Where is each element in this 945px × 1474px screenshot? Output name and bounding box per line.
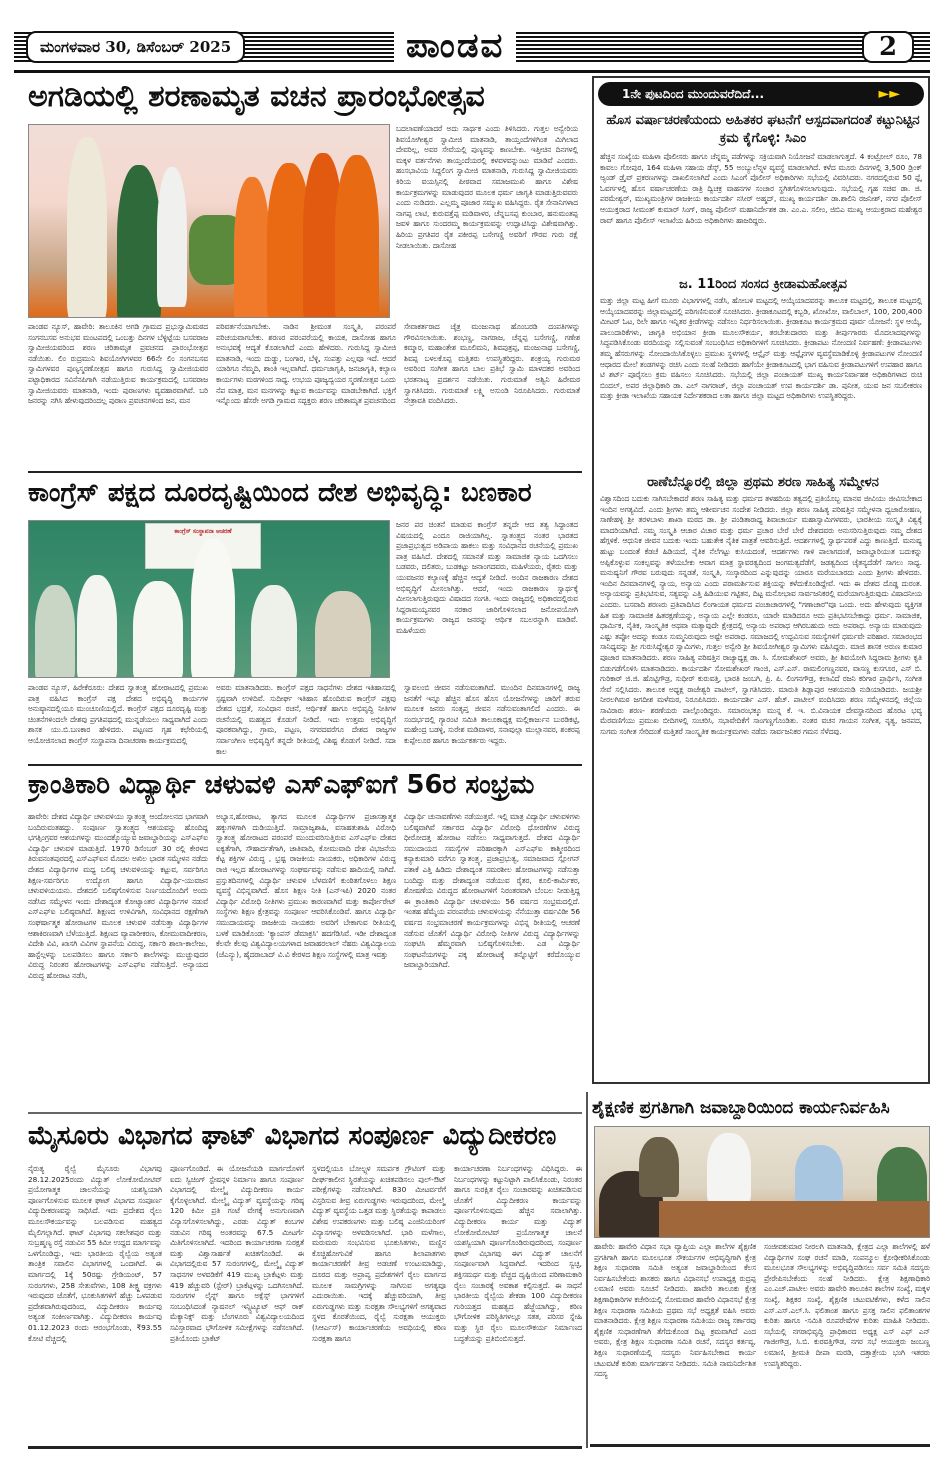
article-3-column-2: ಅಭ್ಯಾಸ,ಹೋರಾಟ, ತ್ಯಾಗದ ಮೂಲಕ ವಿದ್ಯಾರ್ಥಿಗಳ ಪ್ರಜಾಸತ್ತಾತ್ಮಕ ಹಕ್ಕುಗಳಿಗಾಗಿ ದುಡಿಯುತ್ತಿದೆ. ಸಾಮ್ರಾಜ್ಯಶಾಹಿ, ವಸಾಹತುಶಾಹಿ ವಿರೋಧಿ ಸ್ವಾತಂತ್ರ್ಯ ಹೋರಾಟದ ಪರಂಪರೆ ಮುಂದುವರಿಸುತ್ತಿರುವ ಎಸ್ಎಫ್ಐ ದೇಶದ ಐಕ್ಯತೆಗಾಗಿ, ಸೌಹಾರ್ದತೆಗಾಗಿ, ಜಾತಿವಾದಿ, ಕೋಮುವಾದಿ ದೇಶ ವಿಭಜನೆಯ ಕೆಟ್ಟ ಶಕ್ತಿಗಳ ವಿರುದ್ಧ , ಭ್ರಷ್ಟ ರಾಜಕೀಯ ನಾಯಕರು, ಅಧಿಕಾರಿಗಳ ವಿರುದ್ಧ ರಾಜಿ ಇಲ್ಲದ ಹೋರಾಟಗಳನ್ನು ಸಂಘರ್ಷವನ್ನು ನಡೆಸುವ ಹಾದಿಯಲ್ಲಿ ಸಾಗಿದೆ. ಪ್ರಸ್ತುತದಿನಗಳಲ್ಲಿ ವಿದ್ಯಾರ್ಥಿ ಚಳುವಳಿ ಬೆಳವಣಿಗೆ ಕುಂಠಿತಗೊಳಲು ಶಿಕ್ಷಣ ವ್ಯವಸ್ಥೆ ವಿಭಿನ್ನವಾಗಿದೆ. ಹೊಸ ಶಿಕ್ಷಣ ನೀತಿ (ಎನ್ಇಪಿ) 2020 ನಂತರ ವಿದ್ಯಾರ್ಥಿ ವಿರೋಧಿ ನೀತಿಗಳು ಪ್ರಮುಖ ಕಾರಣವಾಗಿವೆ ಮತ್ತು ಕಾರ್ಪೋರೇಟ್ ಸಂಸ್ಥೆಗಳು ಶಿಕ್ಷಣ ಕ್ಷೇತ್ರವನ್ನು ಸಂಪೂರ್ಣ ಆವರಿಸಿಕೊಂಡಿವೆ. ಹಾಗೂ ವಿದ್ಯಾರ್ಥಿ ಸಮುದಾಯವನ್ನು ರಾಜಕೀಯ ನಾಯಕರು ಅವರಿಗೆ ಬೇಕಾಗುವ ರೀತಿಯಲ್ಲಿ ಬಳಕೆ ಮಾಡಿಕೊಂಡು 'ಕ್ಯಾಂಪಸ್ ಡೆಮಾಕ್ರಸಿ' ಹದಗೆಡಿಸಿವೆ. ಇಡೀ ದೇಶಾದ್ಯಂತ ಕೆಲವೇ ಕೆಲವು ವಿಶ್ವವಿದ್ಯಾಲಯಗಳಾದ ಜವಾಹರಲಾಲ್ ನೆಹರು ವಿಶ್ವವಿದ್ಯಾಲಯ (ಜೆಎನ್ಯು), ಹೈದರಾಬಾದ್ ವಿ.ವಿ ಕೇರಳದ ಶಿಕ್ಷಣ ಸಂಸ್ಥೆಗಳಲ್ಲಿ ಮಾತ್ರ ಇವತ್ತು <box>216 812 396 959</box>
sidebar-story-1-body: ಹೆಚ್ಚಿನ ಸಂಖ್ಯೆಯ ಮಹಿಳಾ ಪೊಲೀಸರು ಹಾಗೂ ಚೆನ್ನಮ್ಮ ಪಡೆಗಳನ್ನು ಸಕ್ರಿಯವಾಗಿ ನಿಯೋಜನೆ ಮಾಡಲಾಗುತ್ತದೆ. 4 ಕಂಟ್ರೋಲ್ ರೂಂ, 78 ಕಾವಲು ಗೋಪುರ, 164 ಮಹಿಳಾ ಸಹಾಯ ಡೆಸ್ಕ್, 55 ಅಂಬ್ಯುಲೆನ್ಸ್ಗಳ ವ್ಯವಸ್ಥೆ ಮಾಡಲಾಗಿದೆ. ಕಳೆದ ಮೂರು ದಿನಗಳಲ್ಲಿ 3,500 ಡ್ರಿಂಕ್ ಅ್ಯಂಡ್ ಡ್ರೈವ್ ಪ್ರಕರಣಗಳನ್ನು ದಾಖಲಿಸಲಾಗಿದೆ ಎಂದು ಸಿಎಂಗೆ ಪೊಲೀಸ್ ಅಧಿಕಾರಿಗಳು ಸಭೆಯಲ್ಲಿ ವಿವರಿಸಿದರು. ನಗರದಲ್ಲಿರುವ 50 ಫ್ಲೈ ಓವರ್ಗಳಲ್ಲಿ ಹೊಸ ವರ್ಷಾಚರಣೆಯ ರಾತ್ರಿ ದ್ವಿಚಕ್ರ ವಾಹನಗಳ ಸಂಚಾರ ಸ್ಥಗಿತಗೊಳಿಸಲಾಗುವುದು. ಸಭೆಯಲ್ಲಿ ಗೃಹ ಸಚಿವ ಡಾ. ಜಿ. ಪರಮೇಶ್ವರ್, ಮುಖ್ಯಮಂತ್ರಿಗಳ ರಾಜಕೀಯ ಕಾರ್ಯದರ್ಶಿ ನಸೀರ್ ಅಹ್ಮದ್, ಮುಖ್ಯ ಕಾರ್ಯದರ್ಶಿ ಡಾ.ಶಾಲಿನಿ ರಜನೀಶ್, ನಗರ ಪೊಲೀಸ್ ಆಯುಕ್ತರಾದ ಸೀಮಂತ್ ಕುಮಾರ್ ಸಿಂಗ್, ರಾಜ್ಯ ಪೊಲೀಸ್ ಮಹಾನಿರ್ದೇಶಕ ಡಾ. ಎಂ.ಎ. ಸಲೀಂ, ಜಿಬಿಎ ಮುಖ್ಯ ಆಯುಕ್ತರಾದ ಮಹೇಶ್ವರ ರಾವ್ ಹಾಗೂ ಪೊಲೀಸ್ ಇಲಾಖೆಯ ಹಿರಿಯ ಅಧಿಕಾರಿಗಳು ಹಾಜರಿದ್ದರು. <box>600 152 922 225</box>
column-divider <box>586 1092 588 1448</box>
article-2-photo <box>28 520 390 678</box>
sidebar-story-3-body: ವಿಶ್ವಾಸದಿಂದ ಬದುಕು ಸಾಗಿಸಬೇಕಾದರೆ ಶರಣ ಸಾಹಿತ್ಯ ಮತ್ತು ಧರ್ಮದ ತಳಹದಿಯ ತತ್ವದಲ್ಲಿ ಪ್ರತಿಯೊಬ್ಬ ಮಾನವ ಜೀವಿಯು ಜೀವಿಸಬೇಕಾದ ಇಂದಿನ ಅಗತ್ಯವಿದೆ. ಎಂದು ಶ್ರೀಗಳು ತಮ್ಮ ಆಶೀರ್ವಚನ ಸಂದೇಶ ನೀಡಿದರು. ಜಿಲ್ಲಾ ಶರಣ ಸಾಹಿತ್ಯ ಪರಿಷತ್ತಿನ ಸಮ್ಮೇಳನಾ ಧ್ವಜಾರೋಹಣ, ಸಾಣೇಹಳ್ಳಿ ಶ್ರೀ ತರಳಬಾಳು ಶಾಖಾ ಮಠದ ಡಾ. ಶ್ರೀ ಪಂಡಿತಾರಾಧ್ಯ ಶಿವಾಚಾರ್ಯ ಮಹಾಸ್ವಾಮಿಗಳವರು, ಭಾರತೀಯ ಸಂಸ್ಕೃತಿ ವಿಶ್ವಕ್ಕೆ ಮಾದರಿಯಾಗಿದೆ. ನಮ್ಮ ಸಂಸ್ಕೃತಿ ಆಚಾರ ವಿಚಾರ ಮತ್ತು ಧರ್ಮ ಪ್ರಚಾರ ಬೇರೆ ಬೇರೆ ದೇಶದವರು ಅನುಸರಿಸುತ್ತಿರುವುದು ನಮ್ಮ ದೇಶದ ಹೆಗ್ಗಳಿಕೆ. ಆಧುನಿಕ ಜೀವನ ಬದುಕು ಇಂದು ಬಹುತೇಕ ನೈತಿಕ ಪಾತ್ರತೆ ಆವರಿಸುತ್ತಿದೆ. ಆದರ್ಶಗಳಲ್ಲಿ ಸ್ವಾರ್ಥಪರತೆ ಎದ್ದು ಕಾಣುತ್ತಿದೆ. ಮನುಷ್ಯ ಹುಟ್ಟು ಬಂದಂತೆ ಕೆಡಚೆ ಹಿಡಿಯದೆ, ನೈತಿಕ ನೆಲೆಗಟ್ಟು ಕುಸಿಯದಂತೆ, ಆದರ್ಶಗಳು ಗಾಳಿ ಪಾಲಾಗದಂತೆ, ಜವಾಬ್ದಾರಿಯುತ ಬದುಕನ್ನು ಅಪ್ಪಿಕೊಳ್ಳುವ ಸಂಕಲ್ಪವನ್ನು ತಳೆಯಬೇಕು ಆವಾಗ ಮಾತ್ರ ಸ್ಥಾವರತ್ವದಿಂದ ಜಂಗಮತ್ವದೆಡೆಗೆ, ಜಡತ್ವದಿಂದ ಚೈತನ್ಯದೆಡೆಗೆ ಸಾಗಲು ಸಾಧ್ಯ. ಮನುಷ್ಯನಿಗೆ ಗೌರವ ಬರುವುದು ಸನ್ನಡತೆ, ಸಂಸ್ಕೃತಿ, ಸಂಸ್ಕಾರದಿಂದ ಎನ್ನುವುದನ್ನು ಯಾರೂ ಮರೆಯಬಾರದು ಎಂದು ಶ್ರೀಗಳು ಹೇಳಿದರು. ಇಂದಿನ ದಿನಮಾನಗಳಲ್ಲಿ ನ್ಯಾಯ, ಅನ್ಯಾಯ ಎಂದು ಪರಾಮರ್ಶಿಸುವ ಶಕ್ತಿಯನ್ನು ಕಳೆದುಕೊಂಡಿದ್ದೇವೆ. ಇದು ಈ ದೇಶದ ದೊಡ್ಡ ದುರಂತ. ಅನ್ಯಾಯವನ್ನು ಪ್ರತಿಭಟಿಸುವ, ಸತ್ಯವನ್ನು ಎತ್ತಿ ಹಿಡಿಯುವ ಗಟ್ಟಿತನ, ದಿಟ್ಟ ಮನೋಭಾವ ಸಾರ್ವಜನಿಕರಲ್ಲಿ ಮರೆಯಾಗುತ್ತಿರುವುದು ವಿಷಾದನೀಯ ಎಂದರು. ಬಸವಾದಿ ಶರಣರು ಪ್ರತಿಪಾದಿಸಿದ ಲಿಂಗಾಯತ ಧರ್ಮದ ಪಂಚಾಚಾರಗಳಲ್ಲಿ "ಗಣಾಚಾರ"ವೂ ಒಂದು. ಅದು ಹೇಳುವುದು ವ್ಯಕ್ತಿಗತ ಹಿತ ಮತ್ತು ಸಾಮಾಜಿಕ ಹಿತರಕ್ಷಣೆಯನ್ನು, ಅನ್ಯಾಯ ಎಲ್ಲೇ ಕಂಡರೂ, ಯಾರೇ ಮಾಡಿದರೂ ಅದು ಪ್ರತಿಭಟಿಸಬೇಕಾದ್ದು ಧರ್ಮ. ಸಾಮಾಜಿಕ, ಧಾರ್ಮಿಕ, ನೈತಿಕ, ಸಾಂಸ್ಕೃತಿಕ ಅಥವಾ ಮತ್ಯಾವುದೇ ಕ್ಷೇತ್ರದಲ್ಲಿ ಅನ್ಯಾಯ ಅಪರಾಧ ಆಗಿರಬಹುದು ಅದು ಅಪರಾಧ. ಅನ್ಯಾಯ ಮಾಡುವುದು ಎಷ್ಟು ತಪ್ಪೋ ಅದನ್ನು ಕಂಡೂ ಸುಮ್ಮನಿರುವುದು ಅಷ್ಟೇ ಅಪರಾಧ. ಸಮಾಜದಲ್ಲಿ ಉದ್ಭವಿಸುವ ಸಮಸ್ಯೆಗಳಿಗೆ ಧರ್ಮವೇ ಪರಿಹಾರ. ಸಮಾರಂಭದ ಸಾನಿಧ್ಯವನ್ನು ಶ್ರೀ ಗುರುಸಿದ್ದೇಶ್ವರ ಸ್ವಾಮಿಗಳು, ಗುತ್ತಲ ಅನ್ವೇರಿ ಶ್ರೀ ಶಿವಯೋಗೀಶ್ವರ ಸ್ವಾಮಿಗಳು ವಹಿಸಿದ್ದರು. ಮಾಜಿ ಶಾಸಕ ಅರುಣ ಕುಮಾರ ಪೂಜಾರ ಮಾತನಾಡಿದರು. ಶರಣ ಸಾಹಿತ್ಯ ಪರಿಷತ್ತಿನ ರಾಜ್ಯಾಧ್ಯಕ್ಷ ಡಾ. ಸಿ. ಸೋಮಶೇಖರ್ ಅವರು, ಶ್ರೀ ಶಿವಯೋಗಿ ಸಿದ್ದರಾಮ ಶ್ರೀಗಳು ಕೃತಿ ಬಿಡುಗಡೆಗೊಳಿಸಿ ಮಾತನಾಡಿದರು. ಕಾರ್ಯದರ್ಶಿ ಸೋಮಶೇಖರ್ ಗಾಂಜಿ, ಎಸ್.ಎಸ್. ರಾಮಲಿಂಗಣ್ಣನವರ, ವಾಸಣ್ಣ ಕುಸಗೂರ, ಎಸ್ ಬಿ. ಗುರಿಕಾರ್ ಜಿ.ಜಿ. ಹೊಟ್ಟಿಗೌಡ್ರ, ಸುಧೀರ್ ಕುರುವತ್ತಿ, ಭಾರತಿ ಜಂಬಗಿ, ಪ್ರಿ. ಪಿ. ಲಿಂಗನಗೌಡ್ರ, ಕಲಾವಿದೆ ರಜನಿ ಕರಿಗಾರ ಪ್ರಾರ್ಥಿಸಿ, ಸಂಗೀತ ಸೇವೆ ಸಲ್ಲಿಸಿದರು. ತಾಲೂಕ ಅಧ್ಯಕ್ಷ ರಾಜೇಶ್ವರಿ ಪಾಟೀಲ್, ಸ್ವಾಗತಿಸಿದರು. ಮಾರುತಿ ಶಿಡ್ಲಾಪುರ ಆಶಯನುಡಿ ನುಡಿಯಾಡಿದರು. ಜಯಶ್ರೀ ನೀರಲಗಿಮಠ ಜಗದೀಶ ಮಳೆಮಠ, ನಿರೂಪಿಸಿದರು. ಕಾರ್ಯದರ್ಶಿ ಎಸ್. ಹೆಚ್. ಪಾಟೀಲ್ ವಂದಿಸಿದರು ಶರಣ ಸಮ್ಮೇಳನದಲ್ಲಿ ಜಿಲ್ಲೆಯ ಸಾವಿರಾರು ಶರಣ- ಶರಣೆಯರು ಪಾಲ್ಗೊಂಡಿದ್ದರು. ಸಮಾರಂಭಕ್ಕೂ ಮುನ್ನ ಕೆ. ಇ. ಬಿ.ವಿನಾಯಕ ದೇವಸ್ಥಾನದಿಂದ ಹೊರಟ ಭವ್ಯ ಮೆರವಣಿಗೆಯು ಪ್ರಮುಖ ಬೀದಿಗಳಲ್ಲಿ ಸಂಚರಿಸಿ, ಸಭಾವೇದಿಕೆಗೆ ಸಾಂಗಣ್ಣಗೊಂಡಿತು. ನಂತರ ವಚನ ಗಾಯನ ಸಂಗೀತ, ನೃತ್ಯ, ಜನಪದ, ಸುಗಮ ಸಂಗೀತ ಸೇರಿದಂತೆ ಮತ್ತಿತರೆ ಸಾಂಸ್ಕೃತಿಕ ಕಾರ್ಯಕ್ರಮಗಳು ನಡೆದು ಸಾರ್ವಜನಿಕರ ಗಮನ ಸೆಳೆದವು. <box>600 494 922 737</box>
photo-person <box>639 1137 679 1197</box>
article-5-column-2: ಸಂಜೀವಕುಮಾರ ನೀರಲಗಿ ಮಾತನಾಡಿ, ಕ್ಷೇತ್ರದ ಎಲ್ಲಾ ಶಾಲೆಗಳಲ್ಲಿ ಹಳೆ ವಿದ್ಯಾರ್ಥಿಗಳ ಸಂಘ ರಚನೆ ಮಾಡಿ, ಸಂಪನ್ಮೂಲ ಕ್ರೋಢೀಕರಿಸಿಕೊಂಡು ಮೂಲಭೂತ ಸೌಲಭ್ಯಗಳನ್ನು ಅಭಿವೃದ್ಧಿಪಡಿಸಲು ಸರ್ವ ಸಮಿತಿ ಸದಸ್ಯರು ಪ್ರೇರೇಪಿಸಬೇಕೆಂದು ಸಲಹೆ ನೀಡಿದರು. ಕ್ಷೇತ್ರ ಶಿಕ್ಷಣಾಧಿಕಾರಿ ಎಂ.ಎಚ್.ಪಾಟೀಲ ಅವರು ಹಾವೇರಿ ತಾಲೂಕಿನ ಶಾಲೆಗಳ ಸಂಖ್ಯೆ, ಮಕ್ಕಳ ಸಂಖ್ಯೆ, ಶಿಕ್ಷಕರ ಸಂಖ್ಯೆ, ಶೈಕ್ಷಣಿಕ ಚಟುವಟಿಕೆಗಳು, ಕಳೆದ ಸಾಲಿನ ಎಸ್.ಎಸ್.ಎಲ್.ಸಿ. ಫಲಿತಾಂಶ ಹಾಗೂ ಪ್ರಸಕ್ತ ಸಾಲಿನ ಫಲಿತಾಂಶಗಳ ಕುರಿತು ಹಾಗೂ -ಸಮಿತಿ ರೂಪರೇಷೆಗಳ ಕುರಿತು ಮಾಹಿತಿ ನೀಡಿದರು. ಸಭೆಯಲ್ಲಿ ನಗರಾಭಿವೃದ್ಧಿ ಪ್ರಾಧಿಕಾರದ ಅಧ್ಯಕ್ಷ ಎಸ್ ಎಫ್ ಎನ್ ಗಾಜೀಗೌಡ್ರ, ಸಿ.ಬಿ. ಕುರವತ್ತಿಗೌಡ, ನಗರ ಸಭೆ ಆಯುಕ್ತರು ಜಂಬಣ್ಣ ಲಮಾಣಿ, ಶ್ರೀಮತಿ ದೀಪಾ ಮರಡಿ, ದತ್ತಾತ್ರೇಯ ಭಂಗಿ ಇತರರು ಉಪಸ್ಥಿತರಿದ್ದರು. <box>764 1242 930 1368</box>
sidebar-story-3-headline: ರಾಣೆಬೆನ್ನೂರಲ್ಲಿ ಜಿಲ್ಲಾ ಪ್ರಥಮ ಶರಣ ಸಾಹಿತ್ಯ ಸಮ್ಮೇಳನ <box>647 475 879 490</box>
photo-person <box>335 155 379 318</box>
article-4-column-2: ಪೂರ್ಣಗೊಂಡಿದೆ. ಈ ಯೋಜನೆಯಡಿ ಮಾರ್ಗದೊಳಗೆ ಐದು ಸ್ವಿಚಿಂಗ್ ಸ್ಟೇಷನ್ಗಳ ನಿರ್ಮಾಣ ಹಾಗೂ ಸಂಪೂರ್ಣ ವಿಭಾಗದಲ್ಲಿ ಮೇಲ್ಮೈ ವಿದ್ಯುದೀಕರಣ ಕಾರ್ಯ ಕೈಗೊಳ್ಳಲಾಗಿದೆ. ಮೇಲ್ಮೈ ವಿದ್ಯುತ್ ವ್ಯವಸ್ಥೆಯನ್ನು ಗರಿಷ್ಠ 120 ಕಿಮೀ ಪ್ರತಿ ಗಂಟೆ ವೇಗಕ್ಕೆ ಅನುಗುಣವಾಗಿ ವಿನ್ಯಾಸಗೊಳಿಸಲಾಗಿದ್ದು, ಎರಡು ವಿದ್ಯುತ್ ಕಂಬಗಳ ನಡುವಿನ ಗರಿಷ್ಠ ಅಂತರವನ್ನು 67.5 ಮೀಟರ್ಗೆ ಮಿತಿಗೊಳಿಸಲಾಗಿದೆ. ಇದರಿಂದ ಕಾರ್ಯಾಚರಣಾ ಸುರಕ್ಷತೆ ಮತ್ತು ವಿಶ್ವಾಸಾರ್ಹತೆ ಖಚಿತಗೊಂಡಿದೆ. ಈ ವಿಭಾಗದಲ್ಲಿರುವ 57 ಸುರಂಗಗಳಲ್ಲಿ, ಮೇಲ್ಮೈ ವಿದ್ಯುತ್ ಸಾಧನಗಳ ಅಳವಡಿಕೆಗೆ 419 ಮುಖ್ಯ ಬ್ರಾಕೆಟ್ಗಳು ಮತ್ತು 419 ಹೆಚ್ಚುವರಿ (ಸ್ಟೇರ್) ಬ್ರಾಕೆಟ್ಗಳನ್ನು ಒದಗಿಸಲಾಗಿದೆ. ಸುರಂಗಗಳ ಲೈನ್ನ್ ಹಾಗೂ ಅಕ್ಸೆಸ್ಸ್ ಭಾಗಗಳಿಗೆ ಸಂಬಂಧಿಸಿದಂತೆ ನ್ಯಾಷನಲ್ ಇನ್ಸ್ಟಿಟ್ಯೂಟ್ ಆಫ್ ರಾಕ್ ಮೆಕ್ಯಾನಿಕ್ಸ್ ಮತ್ತು ಬೆಂಗಳೂರು ವಿಶ್ವವಿದ್ಯಾಲಯದಿಂದ ಸವಿಸ್ತಾರವಾದ ಭೌಗೋಳಿಕ ಸಮೀಕ್ಷೆಗಳನ್ನು ನಡೆಸಲಾಗಿದೆ. ಪ್ರತಿಯೊಂದು ಬ್ರಾಕೆಟ್ <box>170 1164 304 1343</box>
divider <box>590 1444 930 1447</box>
photo-person <box>157 167 187 307</box>
article-2-column-3: ಸ್ವಾವಲಂಬಿ ಜೀವನ ನಡೆಸುವಂತಾಗಿದೆ. ಮುಂದಿನ ದಿನಮಾನಗಳಲ್ಲಿ ರಾಜ್ಯ ಜನತೆಗೆ ಇನ್ನೂ ಹೆಚ್ಚಿನ ಹೊಸ ಹೊಸ ಯೋಜನೆಗಳನ್ನು ಜಾರಿಗೆ ತರುವ ಮೂಲಕ ಜನರು ಸಂತೃಪ್ತ ಜೀವನ ನಡೆಸುವಂತಾಗಲಿದೆ ಎಂದರು. ಈ ಸಂದರ್ಭದಲ್ಲಿ ಗ್ಯಾರಂಟಿ ಸಮಿತಿ ತಾಲೂಕಾಧ್ಯಕ್ಷ ಮಲ್ಲಿಕಾರ್ಜುನ ಬುರಡಿಕಟ್ಟಿ, ಮಹೇಂದ್ರ ಬಡಳ್ಳಿ, ಸುರೇಶ ಮಡಿವಾಳರ, ಸನಾವುಲ್ಲಾ ಮುಲ್ಲಾನವರ, ಶಂಕರಪ್ಪ ಕುಪ್ಪೇಲೂರ ಹಾಗೂ ಕಾರ್ಯಕರ್ತರು ಇದ್ದರು. <box>404 683 580 745</box>
photo-table <box>659 1201 930 1238</box>
photo-person <box>251 585 297 678</box>
photo-person <box>795 1145 843 1205</box>
photo-person <box>234 177 270 318</box>
divider <box>28 1446 582 1449</box>
issue-date: ಮಂಗಳವಾರ 30, ಡಿಸೆಂಬರ್ 2025 <box>26 31 245 63</box>
article-2-headline: ಕಾಂಗ್ರೆಸ್ ಪಕ್ಷದ ದೂರದೃಷ್ಟಿಯಿಂದ ದೇಶ ಅಭಿವೃದ್ಧಿ: ಬಣಕಾರ <box>28 478 532 508</box>
article-3-headline: ಕ್ರಾಂತಿಕಾರಿ ವಿದ್ಯಾರ್ಥಿ ಚಳುವಳಿ ಎಸ್ಎಫ್ಐಗೆ 56ರ ಸಂಭ್ರಮ <box>28 770 535 800</box>
article-5-headline: ಶೈಕ್ಷಣಿಕ ಪ್ರಗತಿಗಾಗಿ ಜವಾಬ್ದಾರಿಯಿಂದ ಕಾರ್ಯನಿರ್ವಹಿಸಿ <box>592 1098 890 1118</box>
page-number: 2 <box>862 31 914 63</box>
article-3-column-3: ವಿದ್ಯಾರ್ಥಿ ಚುನಾವಣೆಗಳು ನಡೆಯುತ್ತವೆ. ಇಲ್ಲಿ ಮಾತ್ರ ವಿದ್ಯಾರ್ಥಿ ಚಳುವಳಿಗಳು ಬಲಿಷ್ಠವಾಗಿವೆ ಸರ್ಕಾರದ ವಿದ್ಯಾರ್ಥಿ ವಿರೋಧಿ ಧೋರಣೆಗಳ ವಿರುದ್ಧ ಧೀರೋದತ್ತ ಹೋರಾಟ ನಡೆಸಲು ಸಾಧ್ಯವಾಗುತ್ತದೆ. ದೇಶದ ವಿದ್ಯಾರ್ಥಿ ಸಮುದಾಯದ ಸಮಸ್ಯೆಗಳ ಪರಿಹಾರಕ್ಕಾಗಿ ಎಸ್ಎಫ್ಐ ಕಾಶ್ಮೀರದಿಂದ ಕನ್ಯಾಕುಮಾರಿ ವರೆಗೂ ಸ್ವಾತಂತ್ರ್ಯ, ಪ್ರಜಾಪ್ರಭುತ್ವ, ಸಮಾಜವಾದ ಸ್ಲೋಗನ್ ಪತಾಕೆ ಎತ್ತಿ ಹಿಡಿದು ದೇಶಾದ್ಯಂತ ಸಮರಶೀಲ ಹೋರಾಟಗಳನ್ನು ನಡೆಸುತ್ತಾ ಬಂದಿದ್ದು ಮತ್ತು ದೇಶಾದ್ಯಂತ ನಡೆಯುವ ರೈತರ, ಕೂಲಿ-ಕಾರ್ಮಿಕರ, ಶೋಷಣೆಯ ವಿರುದ್ಧದ ಹೋರಾಟಗಳಿಗೆ ನಿರಂತರವಾಗಿ ಬೆಂಬಲ ನೀಡುತ್ತಿದ್ದ ಈ ಕ್ರಾಂತಿಕಾರಿ ವಿದ್ಯಾರ್ಥಿ ಚಳುವಳಿಯು 56 ವರ್ಷದ ಸಂಭ್ರಮದಲ್ಲಿದೆ. ಇಂತಹ ಹೆಮ್ಮೆಯ ಪರಂಪರೆಯ ಚಳುವಳಿಯನ್ನು ನೆನೆಯುತ್ತಾ ವರ್ಷವಿಡೀ 56 ವರ್ಷದ ಸಂಭ್ರಮಾಚರಣೆ ಕಾರ್ಯಕ್ರಮಗಳನ್ನು ವಿಭಿನ್ನ ರೀತಿಯಲ್ಲಿ ಆಚರಣೆ ನಡೆಸುವ ಜೊತೆಗೆ ವಿದ್ಯಾರ್ಥಿ ವಿರೋಧಿ ನೀತಿಗಳ ವಿರುದ್ಧ ವಿದ್ಯಾರ್ಥಿಗಳನ್ನು ಸಂಘಟಿಸಿ ಹೆಮ್ಮರವಾಗಿ ಬಲಿಷ್ಠಗೊಳಿಸಬೇಕು. ಎಡ ವಿದ್ಯಾರ್ಥಿ ಸಂಘಟನೆಯಗಳನ್ನು ಪಕ್ಕ ಹೋರಾಟಕ್ಕೆ ತನ್ನೊಟ್ಟಿಗೆ ಕರೆದೊಯ್ಯುವ ಜವಾಬ್ದಾರಿಯಾಗಿದೆ. <box>404 812 580 970</box>
article-1-side-column: ಬದಲಾವಣೆಯಾದರೆ ಅದು ಸಾರ್ಥಕ ಎಂದು ತಿಳಿಸಿದರು. ಗುತ್ತಲ ಅನ್ವೇರಿಯ ಶಿವಯೋಗೀಶ್ವರ ಸ್ವಾಮೀಜಿ ಮಾತನಾಡಿ, ತಾಯ್ತಂದೆಗಳಿಗಿಂತ ಮಿಗಿಲಾದ ದೇವರಿಲ್ಲ, ಅವರ ಸೇವೆಯಲ್ಲಿ ಪುಣ್ಯವನ್ನು ಕಾಣಬೇಕು. ಇತ್ತೀಚಿನ ದಿನಗಳಲ್ಲಿ ಮಕ್ಕಳ ವರ್ತನೆಗಳು ತಾಯ್ತಂದೆಯರಲ್ಲಿ ಕಳವಳವನ್ನುಂಟು ಮಾಡಿವೆ ಎಂದರು. ಹಂಸಭಾವಿಯ ಸಿದ್ದಲಿಂಗ ಸ್ವಾಮೀಜಿ ಮಾತನಾಡಿ, ಗುರುಸಿದ್ದ ಸ್ವಾಮೀಜಿಯವರು ಕಿರಿಯ ವಯಸ್ಸಿನಲ್ಲಿ ಪೀಠವಾದ ಸಮಾಜಮುಖಿ ಹಾಗೂ ವಿಶೇಷ ಕಾರ್ಯಕ್ರಮಗಳನ್ನು ಮಾಡುವುದರ ಮೂಲಕ ಧರ್ಮ ಜಾಗೃತಿ ಮಾಡುತ್ತಿರುವವರು ಎಂದು ನುಡಿದರು. ಎಲ್ಲಮ್ಮ ಪೂಜಾರ ಸಮ್ಮುಖ ವಹಿಸಿದ್ದರು. ರೈತ ಸೇನಾನಿಗಳಾದ ನಾಗಪ್ಪ ಲಾಟಿ, ಕುರುವತ್ತೆಪ್ಪ ಮಡಿವಾಳರ, ಚೆನ್ನಬಸಪ್ಪ ಕುಂಬಾರ, ಹನುಮಂತಪ್ಪ ಜವಳಿ ಹಾಗೂ ಸುಂದರಮ್ಮ ಕಾರ್ಯಕ್ರಮವನ್ನು ಉದ್ಘಾಟಿಸಿದ್ದು ವಿಶೇಷವಾಗಿತ್ತು. ಹಿರಿಯ ಪ್ರಗತಿಪರ ರೈತ ಪಕೀರಪ್ಪ ಬಸೇಗಣ್ಣಿ ಅವರಿಗೆ ಗೌರವ ಗುರು ರಕ್ಷೆ ನೀಡಲಾಯಿತು. ದಾಸೋಹ <box>396 124 578 250</box>
sidebar-story-2-headline: ಜ. 11ರಿಂದ ಸಂಸದ ಕ್ರೀಡಾಮಹೋತ್ಸವ <box>679 277 847 292</box>
divider <box>28 1112 582 1114</box>
article-1-column-1: ಪಾಂಡವ ನ್ಯೂಸ್, ಹಾವೇರಿ: ತಾಲೂಕಿನ ಅಗಡಿ ಗ್ರಾಮದ ಪ್ರಭುಸ್ವಾಮಿಮಠದ ಸಂಗನಬಸವ ಅನುಭವ ಮಂಟಪದಲ್ಲಿ ಒಂಬತ್ತು ದಿನಗಳ ಬೆಳ್ಳಿಟ್ಟೆಯ ಬಸವರಾಜ ಸ್ವಾಮೀಜಿಯವರಿಂದ ಶರಣ ಚರಿತಾಮೃತ ಪ್ರವಚನದ ಪ್ರಾರಂಭೋತ್ಸವ ನಡೆಯಿತು. ಲಿಂ ರುದ್ರಮುನಿ ಶಿವಯೋಗಿಗಳವರ 66ನೇ ಲಿಂ ಸಂಗನಬಸವ ಸ್ವಾಮಿಗಳವರ ಪುಣ್ಯಸ್ಮರಣೋತ್ಸವ ಹಾಗೂ ಗುರುಸಿದ್ದ ಸ್ವಾಮೀಜಿಯವರ ಪಟ್ಟಾಧಿಕಾರದ ಸವಿನೆನಪಿಗಾಗಿ ನಡೆಯುತ್ತಿರುವ ಕಾರ್ಯಕ್ರಮದಲ್ಲಿ ಬಸವರಾಜ ಸ್ವಾಮೀಜಿಯವರು ಮಾತನಾಡಿ, ಇಂದು ಪುರಾಣಗಳು ವ್ಯವಹಾರವಾಗಿವೆ. ಬರಿ ಜನರನ್ನು ನಗಿಸಿ ಹೇಳುವುದರಿಂದಲ್ಲ ಪುರಾಣ ಪ್ರವಚನಗಳಿಂದ ಜನ, ಮನ <box>28 322 208 406</box>
photo-person <box>117 165 161 318</box>
masthead-divider <box>14 70 930 73</box>
fast-forward-icon: ►► <box>878 86 900 102</box>
photo-banner: ಕಾಂಗ್ರೆಸ್ ಸಂಸ್ಥಾಪನಾ ಆಚರಣೆ <box>145 523 261 569</box>
article-4-column-4: ಕಾರ್ಯಾಚರಣಾ ನಿರ್ಬಂಧಗಳನ್ನು ವಿಧಿಸಿದ್ದರು. ಈ ನಿರ್ಬಂಧಗಳನ್ನು ಕಟ್ಟುನಿಟ್ಟಾಗಿ ಪಾಲಿಸಿಕೊಂಡು, ನಿರಂತರ ಹಾಗೂ ಸುರಕ್ಷಿತ ರೈಲು ಸಂಚಾರವನ್ನು ಖಚಿತಪಡಿಸುವ ಜೊತೆಗೆ ವಿದ್ಯುದೀಕರಣ ಕಾರ್ಯವನ್ನು ಪೂರ್ಣಗೊಳಿಸುವುದು ಹೆಚ್ಚಿನ ಸವಾಲಾಗಿತ್ತು. ವಿದ್ಯುದೀಕರಣ ಕಾರ್ಯ ಮತ್ತು ವಿದ್ಯುತ್ ಲೋಕೋಮೋಟಿವ್ ಪ್ರಯೋಗಾತ್ಮಕ ಚಾಲನೆ ಯಶಸ್ವಿಯಾಗಿ ಪೂರ್ಣಗೊಂಡಿರುವುದರಿಂದ, ಸಂಪೂರ್ಣ ಘಾಟ್ ವಿಭಾಗವು ಈಗ ವಿದ್ಯುತ್ ಚಾಲನೆಗೆ ಸಂಪೂರ್ಣವಾಗಿ ಸಿದ್ಧವಾಗಿದೆ. ಇದರಿಂದ ಸ್ವಚ್ಛ, ಶಕ್ತಿಸಮರ್ಥ ಮತ್ತು ವೆಚ್ಚದ ದೃಷ್ಟಿಯಿಂದ ಪರಿಣಾಮಕಾರಿ ರೈಲು ಸಂಚಾರಕ್ಕೆ ಅವಕಾಶ ಕಲ್ಪಿಸುತ್ತದೆ. ಈ ಸಾಧನೆ ಭಾರತೀಯ ರೈಲ್ವೆಯ ಶೇಕಡಾ 100 ವಿದ್ಯುದೀಕರಣ ಗುರಿಯತ್ತದ ಮಹತ್ವದ ಹೆಜ್ಜೆಯಾಗಿದ್ದು, ಕಠಿಣ ಭೌಗೋಳಿಕ ಪರಿಸ್ಥಿತಿಗಳಲ್ಲೂ ಸತತ, ಪರಿಸರ ಸ್ನೇಹಿ ಮತ್ತು ಸ್ಥಿರ ರೈಲು ಮೂಲಸೌಕರ್ಯ ನಿರ್ಮಾಣದ ಬದ್ಧತೆಯನ್ನು ಪ್ರತಿಬಿಂಬಿಸುತ್ತದೆ. <box>454 1164 582 1343</box>
masthead <box>14 28 930 68</box>
article-4-column-3: ಸ್ಥಳದಲ್ಲಿಯೂ ಬೋಲ್ಟ್ಗಳ ಸಮರ್ಪಕ ಗ್ರೌಟಿಂಗ್ ಮತ್ತು ದೀರ್ಘಕಾಲೀನ ಸ್ಥಿರತೆಯನ್ನು ಖಚಿತಪಡಿಸಲು ಪುಲ್-ಔಟ್ ಪರೀಕ್ಷೆಗಳನ್ನು ನಡೆಸಲಾಗಿದೆ. 830 ಮೀಟರ್ವರೆಗೆ ವಿಸ್ತರಿಸುವ ತೀವ್ರ ಏರುಗುಡ್ಡಗಳು ಇರುವುದರಿಂದ, ಮೇಲ್ಮೈ ವಿದ್ಯುತ್ ವ್ಯವಸ್ಥೆಯ ಒತ್ತಡ ಮತ್ತು ಸ್ಥಿರತೆಯನ್ನು ಕಾಪಾಡಲು ವಿಶೇಷ ಉಪಕರಣಗಳು ಮತ್ತು ಬಲಿಷ್ಠ ಎಂಜಿನಿಯರಿಂಗ್ ವಿನ್ಯಾಸಗಳನ್ನು ಅಳವಡಿಸಲಾಗಿದೆ. ಭಾರಿ ಮಳೆಗಾಲ, ಮರುಮರು ಸಂಭವಿಸುವ ಭೂಕುಸಿತಗಳು, ಮಣ್ಣಿನ ಕೊಚ್ಚಿಹೋಗುವಿಕೆ ಹಾಗೂ ಶಿಲಾಪಾತಗಳು ಕಾರ್ಯಾಚರಣೆಗೆ ತೀವ್ರ ಅಡಚಣೆ ಉಂಟುಮಾಡಿದ್ದು, ದೂರದ ಮತ್ತು ಅಪ್ರಾಪ್ಯ ಪ್ರದೇಶಗಳಿಗೆ ರೈಲು ಮಾರ್ಗದ ಮೂಲಕ ಸಾಮಗ್ರಿಗಳನ್ನು ಸಾಗಿಸುವ ಅಗತ್ಯವೂ ಎದುರಾಯಿತು. ಇದಕ್ಕೆ ಹೆಚ್ಚುವರಿಯಾಗಿ, ತೀವ್ರ ಏರುಗುಡ್ಡಗಳು ಮತ್ತು ಸುರಕ್ಷತಾ ಸೌಲಭ್ಯಗಳಿಗೆ ಅಗತ್ಯವಾದ ಸ್ಥಳದ ಕೊರತೆಯಿಂದ, ರೈಲ್ವೆ ಸುರಕ್ಷತಾ ಆಯುಕ್ತರು (ಸಿಆರ್ಎಸ್) ಕಾರ್ಯಾಚರಣೆಯ ಅವಧಿಯಲ್ಲಿ ಕಠಿಣ ಸುರಕ್ಷತಾ ಹಾಗೂ <box>312 1164 446 1343</box>
photo-person <box>67 137 107 318</box>
article-4-column-1: ನೈರುತ್ಯ ರೈಲ್ವೆ ಮೈಸೂರು ವಿಭಾಗವು 28.12.2025ರಂದು ವಿದ್ಯುತ್ ಲೋಕೋಮೋಟಿವ್ ಪ್ರಯೋಗಾತ್ಮಕ ಚಾಲನೆಯನ್ನು ಯಶಸ್ವಿಯಾಗಿ ಪೂರ್ಣಗೊಳಿಸುವ ಮೂಲಕ ಘಾಟ್ ವಿಭಾಗದ ಸಂಪೂರ್ಣ ವಿದ್ಯುದೀಕರಣವನ್ನು ಸಾಧಿಸಿದೆ. ಇದು ಪ್ರದೇಶದ ರೈಲು ಮೂಲಸೌಕರ್ಯವನ್ನು ಬಲಪಡಿಸುವ ಮಹತ್ವದ ಮೈಲಿಗಲ್ಲಾಗಿದೆ. ಘಾಟ್ ವಿಭಾಗವು ಸಕಲೇಶಪುರ ಮತ್ತು ಸುಬ್ರಹ್ಮಣ್ಯ ರಸ್ತೆ ನಡುವಿನ 55 ಕಿಮೀ ಉದ್ದದ ಮಾರ್ಗವನ್ನು ಒಳಗೊಂಡಿದ್ದು, ಇದು ಭಾರತೀಯ ರೈಲ್ವೆಯ ಅತ್ಯಂತ ತಾಂತ್ರಿಕ ಸವಾಲಿನ ವಿಭಾಗಗಳಲ್ಲಿ ಒಂದಾಗಿದೆ. ಈ ಮಾರ್ಗದಲ್ಲಿ 1ಕ್ಕೆ 50ರಷ್ಟು ಗ್ರೇಡಿಯಂಟ್, 57 ಸುರಂಗಗಳು, 258 ಸೇತುವೆಗಳು, 108 ತೀಕ್ಷ್ಣ ವಕ್ರಗಳು ಇರುವುದರ ಜೊತೆಗೆ, ಭೂಕುಸಿತಗಳಿಗೆ ಹೆಚ್ಚು ಒಳಪಡುವ ಪ್ರದೇಶವಾಗಿರುವುದರಿಂದ, ವಿದ್ಯುದೀಕರಣ ಕಾರ್ಯವು ಅತ್ಯಂತ ಸಂಕೀರ್ಣವಾಗಿತ್ತು. ವಿದ್ಯುದೀಕರಣ ಕಾರ್ಯವು 01.12.2023 ರಂದು ಆರಂಭಗೊಂಡು, ₹93.55 ಕೋಟಿ ವೆಚ್ಚದಲ್ಲಿ <box>28 1164 162 1343</box>
photo-person <box>315 591 371 678</box>
article-5-column-1: ಹಾವೇರಿ: ಹಾವೇರಿ ವಿಧಾನ ಸಭಾ ವ್ಯಾಪ್ತಿಯ ಎಲ್ಲಾ ಶಾಲೆಗಳ ಶೈಕ್ಷಣಿಕ ಪ್ರಗತಿಗಾಗಿ ಹಾಗೂ ಮೂಲಭೂತ ಸೌಕರ್ಯಗಳ ಅಭಿವೃದ್ಧಿಗಾಗಿ ಕ್ಷೇತ್ರ ಶಿಕ್ಷಣ ಸುಧಾರಣಾ ಸಮಿತಿ ಅತ್ಯಂತ ಜವಾಬ್ದಾರಿಯಿಂದ ಕೆಲಸ ನಿರ್ವಹಿಸಬೇಕೆಂದು ಶಾಸಕರು ಹಾಗೂ ವಿಧಾನಸಭೆ ಉಪಾಧ್ಯಕ್ಷ ರುದ್ರಪ್ಪ ಲಮಾಣಿ ಅವರು ಸೂಚನೆ ನೀಡಿದರು. ಹಾವೇರಿ ತಾಲೂಕು ಕ್ಷೇತ್ರ ಶಿಕ್ಷಣಾಧಿಕಾರಿಗಳ ಕಚೇರಿಯಲ್ಲಿ ಸೋಮವಾರ ಹಾವೇರಿ ವಿಧಾನಸಭೆ ಕ್ಷೇತ್ರ ಶಿಕ್ಷಣ ಸುಧಾರಣಾ ಸಮಿತಿಯ ಪ್ರಥಮ ಸಭೆ ಅಧ್ಯಕ್ಷತೆ ವಹಿಸಿ ಅವರು ಮಾತನಾಡಿದರು. ಕ್ಷೇತ್ರ ಶಿಕ್ಷಣ ಸುಧಾರಣಾ ಸಮಿತಿಯು ರಾಜ್ಯ ಸರ್ಕಾರವು ಶೈಕ್ಷಣಿಕ ಸುಧಾರಣೆಗಾಗಿ ತೆಗೆದುಕೊಂಡ ದಿಟ್ಟ ಕ್ರಮವಾಗಿದೆ ಎಂದ ಅವರು, ಕ್ಷೇತ್ರ ಶಿಕ್ಷಣ ಸುಧಾರಣಾ ಸಮಿತಿ ರಚನೆ, ಸದಸ್ಯರ ಕರ್ತವ್ಯ, ಶಿಕ್ಷಣ ಸುಧಾರಣೆಯಲ್ಲಿ ಸದಸ್ಯರು ನಿರ್ವಹಿಸಬೇಕಾದ ಕಾರ್ಯ ಚಟುವಟಿಕೆ ಕುರಿತು ಮಾರ್ಗದರ್ಶನ ನೀಡಿದರು. ಸಮಿತಿ ನಾಮನಿರ್ದೇಶಿತ ಸದಸ್ಯ <box>594 1242 756 1379</box>
article-5-photo <box>594 1126 930 1238</box>
photo-person <box>191 539 235 678</box>
sidebar-story-2-body: ಮತ್ತು ಜಿಲ್ಲಾ ಮಟ್ಟ ಹೀಗೆ ಮೂರು ವಿಭಾಗಗಳಲ್ಲಿ ನಡೆಸಿ, ಹೋಬಳಿ ಮಟ್ಟದಲ್ಲಿ ಆಯ್ಕೆಯಾದವರನ್ನು ತಾಲೂಕ ಮಟ್ಟದಲ್ಲಿ, ತಾಲೂಕ ಮಟ್ಟದಲ್ಲಿ ಆಯ್ಕೆಯಾದವರನ್ನು ಜಿಲ್ಲಾಮಟ್ಟದಲ್ಲಿ ಪರಿಗಣಿಸುವಂತೆ ಸೂಚಿಸಿದರು. ಕ್ರೀಡಾಕೂಟದಲ್ಲಿ ಕಬ್ಬಡಿ, ಖೋಖೋ, ವಾಲಿಬಾಲ್, 100, 200,400 ಮೀಟರ್ ಓಟ, ರಿಲೇ ಹಾಗೂ ಇನ್ನಿತರ ಕ್ರೀಡೆಗಳನ್ನು ನಡೆಸಲು ನಿರ್ಧರಿಸಲಾಯಿತು. ಕ್ರೀಡಾಕೂಟ ಕಾರ್ಯಕ್ರಮದ ಪೂರ್ವ ಯೋಜನೆ: ಸ್ಥಳ ಆಯ್ಕೆ, ಪಾಲುದಾರಿಕೆಗಳು, ಜಾಗೃತಿ ಅಭಿಯಾನ ಕ್ರೀಡಾ ಮೂಲಸೌಕರ್ಯ, ತರಬೇತುದಾರರು ಮತ್ತು ತೀರ್ಪುಗಾರರು ಮೊದಲಾದವುಗಳನ್ನು ಸಿದ್ಧಪಡಿಸಿಕೊಂಡು ವರದಿಯನ್ನು ಸಲ್ಲಿಸುವಂತೆ ಸಂಬಂಧಿಸಿದ ಅಧಿಕಾರಿಗಳಿಗೆ ಸೂಚಿಸಿದರು. ಕ್ರೀಡಾಪಟು ನೋಂದಣಿ ನಿರ್ವಹಣೆ: ಕ್ರೀಡಾಪಟುಗಳು ತಮ್ಮ ಹೆಸರುಗಳನ್ನು ನೋಂದಾಯಿಸಿಕೊಳ್ಳಲು ಪ್ರಮುಖ ಸ್ಥಳಗಳಲ್ಲಿ ಆನ್ಲೈನ್ ಮತ್ತು ಆಫ್ಲೈನಗಳ ವ್ಯವಸ್ಥೆಮಾಡಿಕೊಳ್ಳಿ ಕ್ರೀಡಾಪಟುಗಳ ನೋಂದಣಿ ಆಧಾರದ ಮೇಲೆ ತಂಡಗಳನ್ನು ರಚಿಸಿ ಎಂದು ಸಲಹೆ ನೀಡಿದರು ಹಾಗೆಯೇ ಕ್ರೀಡಾಕೂಟದಲ್ಲಿ ಭಾಗ ವಹಿಸುವ ಕ್ರೀಡಾಪಟುಗಳಿಗೆ ಉಪಹಾರ ಹಾಗೂ ಟಿ ಶರ್ಟ್ ಪೂರೈಸಲು ಕ್ರಮ ವಹಿಸಲು ಸೂಚಿಸಿದರು. ಸಭೆಯಲ್ಲಿ ಜಿಲ್ಲಾ ಪಂಚಾಯತ್ ಮುಖ್ಯ ಕಾರ್ಯನಿರ್ವಾಹಕ ಅಧಿಕಾರಿಗಳಾದ ರುಚಿ ಬಿಂದಲ್, ಅಪರ ಜಿಲ್ಲಾಧಿಕಾರಿ ಡಾ. ಎಲ್ ನಾಗರಾಜ್, ಜಿಲ್ಲಾ ಪಂಚಾಯತ್ ಉಪ ಕಾರ್ಯದರ್ಶಿ ಡಾ. ಪುನೀತ, ಯುವ ಜನ ಸಬಲೀಕರಣ ಮತ್ತು ಕ್ರೀಡಾ ಇಲಾಖೆಯ ಸಹಾಯಕ ನಿರ್ದೇಶಕರಾದ ಲತಾ ಹಾಗೂ ಜಿಲ್ಲಾ ಮಟ್ಟದ ಅಧಿಕಾರಿಗಳು ಉಪಸ್ಥಿತರಿದ್ದರು. <box>600 296 922 401</box>
photo-person <box>77 575 117 678</box>
article-1-column-2: ಪರಿವರ್ತನೆಯಾಗಬೇಕು. ನಾಡಿನ ಶ್ರೀಮಂತ ಸಂಸ್ಕೃತಿ, ಪರಂಪರೆ ಪರಿಚಯವಾಗಬೇಕು. ಶರಣರ ಪರಂಪರೆಯಲ್ಲಿ ಕಾಯಕ, ದಾಸೋಹ ಹಾಗೂ ಅನುಭವಕ್ಕೆ ಆದ್ಯತೆ ಕೊಡಲಾಗಿದೆ ಎಂದು ಹೇಳಿದರು. ಗುರುಸಿದ್ದ ಸ್ವಾಮೀಜಿ ಮಾತನಾಡಿ, ಇಂದು ದುಡ್ಡು, ಬಂಗಾರ, ಬೆಳ್ಳಿ, ಸಂಪತ್ತು ಎಲ್ಲವೂ ಇದೆ. ಆದರೆ ಯಾರಿಗೂ ನೆಮ್ಮದಿ, ಶಾಂತಿ ಇಲ್ಲವಾಗಿದೆ. ಧರ್ಮಜಾಗೃತಿ, ಜನಜಾಗೃತಿ, ಕಲ್ಯಾಣ ಕಾರ್ಯಗಳು ಮಠಗಳಿಂದ ಸಾಧ್ಯ. ಉಭಯ ಪೂಜ್ಯದ್ವಯರ ಸ್ಮರಣೋತ್ಸವ ಒಂದು ನೆಪ ಮಾತ್ರ, ಮನ ಮನಗಳನ್ನು ಕಟ್ಟುವ ಕಾರ್ಯವನ್ನು ಮಾಡಬೇಕಾಗಿದೆ. ಭಕ್ತಿಗೆ ಇನ್ನೊಂದು ಹೆಸರೇ ಅಗಡಿ ಗ್ರಾಮದ ಸದ್ಭಕ್ತರು ಶರಣ ಚರಿತಾಮೃತ ಪ್ರವಚನದಿಂದ <box>216 322 396 406</box>
article-1-headline: ಅಗಡಿಯಲ್ಲಿ ಶರಣಾಮೃತ ವಚನ ಪ್ರಾರಂಭೋತ್ಸವ <box>28 79 485 114</box>
article-1-column-3: ಸೇವಾಕರ್ತರಾದ ಚೈತ್ರ ಮಂಜುನಾಥ ಹೊಂಬರಡಿ ದಂಪತಿಗಳನ್ನು ಗೌರವಿಸಲಾಯಿತು. ಶಂಭಣ್ಣ, ನಾಗರಾಜ, ಚೆನ್ನಪ್ಪ ಬಸೇಗಣ್ಣಿ, ಗಣೇಶ ಕಮ್ಮಾರ, ಮಹಾಂತೇಶ ಮೂಲಿಮನಿ, ಶಿವಪುತ್ರಪ್ಪ, ಮಂಜುನಾಥ ಬಸೇಗಣ್ಣಿ, ಶಿವಪ್ಪ ಬಳಲಕೊಪ್ಪ ಮತ್ತಿತರು ಉಪಸ್ಥಿತರಿದ್ದರು. ಶಂಕ್ರಯ್ಯ ಗುರುಮಠ ಅವರಿಂದ ಸಂಗೀತ ಹಾಗೂ ಬಾಲ ಪ್ರತಿಭೆ ಸ್ವಾಮಿ ಮಾಳದಕರ ಅವರಿಂದ ಭರತನಾಟ್ಯ ಪ್ರದರ್ಶನ ನಡೆಯಿತು. ಗುರುಮಾತೆ ಅಶ್ವಿನಿ ಹಿರೇಮಠ ಸ್ವಾಗತಿಸಿದರು. ಗುರುಮಾತೆ ಲಕ್ಷ್ಮಿ ಅಸುಂಡಿ ನಿರೂಪಿಸಿದರು. ಗುರುಮಾತೆ ನೇತ್ರಾವತಿ ವಂದಿಸಿದರು. <box>404 322 580 406</box>
divider <box>28 471 582 473</box>
article-2-column-1: ಪಾಂಡವ ನ್ಯೂಸ್, ಹಿರೇಕೆರೂರು: ದೇಶದ ಸ್ವಾತಂತ್ರ್ಯ ಹೋರಾಟದಲ್ಲಿ ಪ್ರಮುಖ ಪಾತ್ರ ವಹಿಸಿದ ಕಾಂಗ್ರೆಸ್ ಪಕ್ಷ ದೇಶದ ಅಭಿವೃದ್ಧಿ ಕಾರ್ಯಗಳ ಅನುಷ್ಠಾನದಲ್ಲಿಯೂ ಮುಂಚೂಣಿಯಲ್ಲಿದೆ. ಕಾಂಗ್ರೆಸ್ ಪಕ್ಷದ ದೂರದೃಷ್ಟಿ ಮತ್ತು ಚಿಂತನೆಗಳಿಂದಲೇ ದೇಶವು ಪ್ರಗತಿಪಥದಲ್ಲಿ ಮುನ್ನಡೆಯಲು ಸಾಧ್ಯವಾಗಿದೆ ಎಂದು ಶಾಸಕ ಯು.ಬಿ.ಬಣಕಾರ ಹೇಳಿದರು. ಪಟ್ಟಣದ ಗೃಹ ಕಛೇರಿಯಲ್ಲಿ ಆಯೋಜಿಸಲಾದ ಕಾಂಗ್ರೆಸ್ ಸಂಸ್ಥಾಪನಾ ದಿನಾಚರಣಾ ಕಾರ್ಯಕ್ರಮದಲ್ಲಿ <box>28 683 208 745</box>
continued-banner-label: 1ನೇ ಪುಟದಿಂದ ಮುಂದುವರೆದಿದೆ... <box>622 87 765 101</box>
sidebar-story-1-headline: ಹೊಸ ವರ್ಷಾಚರಣೆಯಂದು ಅಹಿತಕರ ಘಟನೆಗೆ ಆಸ್ಪದವಾಗದಂತೆ ಕಟ್ಟುನಿಟ್ಟಿನ ಕ್ರಮ ಕೈಗೊಳ್ಳಿ: ಸಿಎಂ <box>606 113 920 146</box>
continued-banner <box>598 82 924 106</box>
article-2-column-2: ಅವರು ಮಾತನಾಡಿದರು. ಕಾಂಗ್ರೆಸ್ ಪಕ್ಷದ ಸಾಧನೆಗಳು ದೇಶದ ಇತಿಹಾಸದಲ್ಲಿ ಸ್ಪಷ್ಟವಾಗಿ ಉಳಿದಿವೆ. ಸುದೀರ್ಘ ಇತಿಹಾಸ ಹೊಂದಿರುವ ಕಾಂಗ್ರೆಸ್ ಪಕ್ಷವು ದೇಶದ ಭದ್ರತೆ, ಸಂವಿಧಾನ ರಚನೆ, ಆರ್ಥಿಕತೆ ಹಾಗೂ ಅಭಿವೃದ್ಧಿ ನೀತಿಗಳ ರಚನೆಯಲ್ಲಿ ಮಹತ್ವದ ಕೊಡುಗೆ ನೀಡಿದೆ. ಇದು ಉತ್ತಮ ಅಭಿವೃದ್ಧಿಗೆ ಪೂರಕವಾಗಿದ್ದು, ಗ್ರಾಮ, ಪಟ್ಟಣ, ನಗರದವರೆಗೂ ದೇಶದ ರಾಜ್ಯಗಳ ಸರ್ವಾಂಗೀಣ ಅಭಿವೃದ್ಧಿಗೆ ತನ್ನದೇ ರೀತಿಯಲ್ಲಿ ವಿಶಿಷ್ಟ ಕೊಡುಗೆ ನೀಡಿದೆ. ಸದಾ ಕಾಲ <box>216 683 396 756</box>
continued-sidebar <box>592 76 930 1084</box>
photo-person <box>35 585 75 678</box>
newspaper-name: ಪಾಂಡವ <box>394 26 516 66</box>
article-1-photo <box>28 124 390 318</box>
article-4-headline: ಮೈಸೂರು ವಿಭಾಗದ ಘಾಟ್ ವಿಭಾಗದ ಸಂಪೂರ್ಣ ವಿದ್ಯುದೀಕರಣ <box>28 1121 557 1151</box>
article-3-column-1: ಹಾವೇರಿ: ದೇಶದ ವಿದ್ಯಾರ್ಥಿ ಚಳುವಳಿಯು ಸ್ವಾತಂತ್ರ್ಯ ಆಂದೋಲನದ ಭಾಗವಾಗಿ ಬಂದಿರುವಂತಹದ್ದು. ಸಂಪೂರ್ಣ ಸ್ವಾತಂತ್ರ್ಯದ ಆಶಯವನ್ನು ಹೊಂದಿದ್ದ ಭಗತ್ಸಿಂಗ್ರವರ ಆಶಯಗಳನ್ನು ಮುಂದಕ್ಕೊಯ್ಯುವ ಜವಾಬ್ದಾರಿಯನ್ನು ಎಸ್ಎಫ್ಐ ವಿದ್ಯಾರ್ಥಿ ಚಳುವಳಿ ಮಾಡುತ್ತಿದೆ. 1970 ಡಿಸೆಂಬರ್ 30 ರಲ್ಲಿ ಕೇರಳದ ತಿರುವನಂತಪುರದಲ್ಲಿ ಎಸ್ಎಫ್ಐನ ಮೊದಲ ಅಖಿಲ ಭಾರತ ಸಮ್ಮೇಳನ ನಡೆದು ದೇಶದ ವಿದ್ಯಾರ್ಥಿಗಳ ಮಧ್ಯ ಬಲಿಷ್ಠ ಚಳುವಳಿಯನ್ನು ಕಟ್ಟುವ, ಸರ್ವರಿಗೂ ಶಿಕ್ಷಣ-ಸರ್ವರಿಗೂ ಉದ್ಯೋಗ ಹಾಗೂ ವಿದ್ಯಾರ್ಥಿ-ಯುವಜನ ಚಳುವಳಿಯಯನು. ದೇಶದಲಿ ಬಲಿಷ್ಠಗೊಳಿಸುವ ನಿರ್ಣಯದೊಂದಿಗೆ ಅಂದು ನಡೆಸಿದ ಸಮ್ಮೇಳನ ಇಂದು ದೇಶಾದ್ಯಂತ ಕೋಟ್ಯಾಂತರ ವಿದ್ಯಾರ್ಥಿಗಳ ನಡುವೆ ಎಸ್ಎಫ್ಐ ಬಲಿಷ್ಠವಾಗಿದೆ. ಶಿಕ್ಷಣದ ಉಳಿವಿಗಾಗಿ, ಸಂವಿಧಾನದ ರಕ್ಷಣೆಗಾಗಿ ಸಂಘರ್ಷಾತ್ಮಕ ಹೋರಾಟಗಳ ಮೂಲಕ ಚಳುವಳಿ ನಡೆಸುತ್ತಾ ವಿದ್ಯಾರ್ಥಿಗಳ ಆಶಾಕಿರಣವಾಗಿ ಬೆಳೆಯುತ್ತಿದೆ. ಶಿಕ್ಷಣದ ವ್ಯಾಪಾರೀಕರಣ, ಕೋಮುವಾದೀಕರಣ, ವಿದೇಶಿ ವಿವಿ, ಖಾಸಗಿ ವಿವಿಗಳ ಸ್ಥಾಪನೆಯ ವಿರುದ್ಧ, ಸರ್ಕಾರಿ ಶಾಲಾ-ಕಾಲೇಜು, ಹಾಸ್ಟೆಲ್ಗಳನ್ನು ಬಲಪಡಿಸಲು ಹಾಗೂ ಸರ್ಕಾರಿ ಶಾಲೆಗಳನ್ನು ಮುಚ್ಚುವುದರ ವಿರುದ್ಧ ನಿರಂತರ ಹೋರಾಟಗಳನ್ನು ಎಸ್ಎಫ್ಐ ನಡೆಸುತ್ತಿದೆ. ಅನ್ಯಾಯದ ವಿರುದ್ಧ ಹೋರಾಟ ನಡೆಸಿ, <box>28 812 208 980</box>
article-2-side-column: ಜನರ ಪರ ಚಿಂತನೆ ಮಾಡುವ ಕಾಂಗ್ರೆಸ್ ತನ್ನದೇ ಆದ ತತ್ವ ಸಿದ್ಧಾಂತದ ವಿಷಯದಲ್ಲಿ ಎಂದೂ ರಾಜಿಯಾಗಿಲ್ಲ. ಸ್ವಾತಂತ್ರ್ಯದ ನಂತರ ಭಾರತದ ಪ್ರಜಾಪ್ರಭುತ್ವದ ಅಡಿಪಾಯ ಹಾಕಲು ಮತ್ತು ಸಂವಿಧಾನದ ರಚನೆಯಲ್ಲಿ ಪ್ರಮುಖ ಪಾತ್ರ ವಹಿಸಿದೆ. ದೇಶದಲ್ಲಿ ಸಮಾನತೆ ಮತ್ತು ಸಾಮಾಜಿಕ ನ್ಯಾಯ ಒದಗಿಸಲು ಬಡವರು, ದಲಿತರು, ಬುಡಕಟ್ಟು ಜನಾಂಗದವರು, ಮಹಿಳೆಯರು, ರೈತರು ಮತ್ತು ಯುವಜನರ ಕಲ್ಯಾಣಕ್ಕೆ ಹೆಚ್ಚಿನ ಆದ್ಯತೆ ನೀಡಿದೆ. ಅಂದಿನ ರಾಜಕಾರಣ ದೇಶದ ಅಭಿವೃದ್ಧಿಗೆ ಮೀಸಲಾಗಿತ್ತು. ಆದರೆ, ಇಂದು ರಾಜಕಾರಣ ಸ್ವಾರ್ಥಕ್ಕೆ ಮೀಸಲಾಗುತ್ತಿರುವುದು ವಿಷಾದದ ಸಂಗತಿ. ಇಂದು ರಾಜ್ಯದಲ್ಲಿ ಅಧಿಕಾರದಲ್ಲಿರುವ ಸಿದ್ದರಾಮಯ್ಯನವರ ಸರಕಾರ ಜಾರಿಗೊಳಿಸಲಾದ ಜನೋಪಯೋಗಿ ಕಾರ್ಯಕ್ರಮಗಳು ರಾಜ್ಯದ ಜನರನ್ನು ಆರ್ಥಿಕ ಸಬಲರನ್ನಾಗಿ ಮಾಡಿವೆ. ಮಹಿಳೆಯರು <box>396 520 578 635</box>
photo-person <box>133 581 183 678</box>
photo-person <box>707 1133 751 1203</box>
